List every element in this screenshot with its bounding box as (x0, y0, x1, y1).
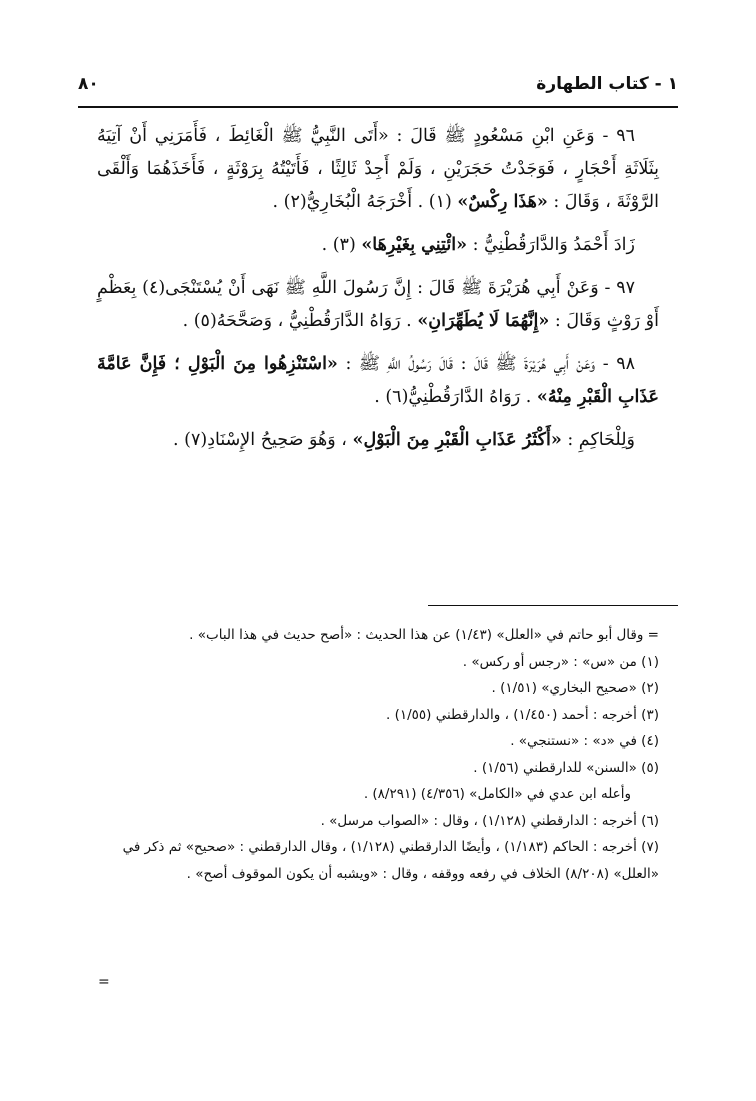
hadith-97-source: . رَوَاهُ الدَّارَقُطْنِيُّ ، وَصَحَّحَهُ(٥) . (182, 311, 412, 331)
hadith-98-quote: «اسْتَنْزِهُوا مِنَ الْبَوْلِ ؛ فَإِنَّ عَامَّةَ عَذَابِ الْقَبْرِ مِنْهُ» (97, 354, 659, 407)
hadith-97-text: ٩٧ - وَعَنْ أَبِي هُرَيْرَةَ ﷺ قَالَ : إِنَّ رَسُولَ اللَّهِ ﷺ نَهَى أَنْ يُسْتَنْجَى(٤) بِعَظْمٍ أَوْ رَوْثٍ وَقَالَ : (97, 278, 659, 331)
hadith-96-quote: «هَذَا رِكْسٌ» (457, 192, 548, 212)
hadith-96-text: ٩٦ - وَعَنِ ابْنِ مَسْعُودٍ ﷺ قَالَ : «أَتَى النَّبِيُّ ﷺ الْغَائِطَ ، فَأَمَرَنِي أَنْ آتِيَهُ بِثَلَاثَةِ أَحْجَارٍ ، فَوَجَدْتُ حَجَرَيْنِ ، وَلَمْ أَجِدْ ثَالِثًا ، فَأَتَيْتُهُ بِرَوْثَةٍ ، فَأَخَذَهُمَا وَأَلْقَى الرَّوْثَةَ ، وَقَالَ : (97, 126, 659, 212)
footnote-continued: = وقال أبو حاتم في «العلل» (١/٤٣) عن هذا الحديث : «أصح حديث في هذا الباب» . (189, 627, 659, 643)
hadith-98-hakim (97, 424, 659, 457)
hadith-97-quote: «إِنَّهُمَا لَا يُطَهِّرَانِ» (417, 311, 550, 331)
hadith-96-addition (97, 229, 659, 262)
footnote-6: (٦) أخرجه : الدارقطني (١/١٢٨) ، وقال : «الصواب مرسل» . (320, 812, 659, 829)
footnote-7: (٧) أخرجه : الحاكم (١/١٨٣) ، وأيضًا الدارقطني (١/١٢٨) ، وقال الدارقطني : «صحيح» ثم ذكر في «العلل» (٨/٢٠٨) الخلاف في رفعه ووقفه ، وقال : «ويشبه أن يكون الموقوف أصح» . (122, 839, 659, 882)
addition-quote: «ائْتِنِي بِغَيْرِهَا» (361, 235, 468, 255)
footnotes (97, 622, 659, 887)
hadith-98 (97, 348, 659, 414)
header-rule (78, 106, 678, 108)
main-text (97, 120, 659, 467)
continuation-mark: = (98, 974, 110, 990)
hakim-source: ، وَهُوَ صَحِيحُ الإِسْنَادِ(٧) . (173, 430, 347, 450)
hakim-text: وَلِلْحَاكِمِ : (567, 430, 635, 450)
addition-source: (٣) . (321, 235, 356, 255)
footnote-5-continued: وأعله ابن عدي في «الكامل» (٤/٣٥٦) (٨/٢٩١) . (363, 786, 631, 802)
hakim-quote: «أَكْثَرُ عَذَابِ الْقَبْرِ مِنَ الْبَوْلِ» (352, 430, 562, 450)
addition-text: زَادَ أَحْمَدُ وَالدَّارَقُطْنِيُّ : (472, 235, 635, 255)
hadith-97 (97, 272, 659, 338)
footnote-2: (٢) «صحيح البخاري» (١/٥١) . (491, 680, 659, 696)
page-header (78, 68, 678, 108)
footnote-1: (١) من «س» : «رجس أو ركس» . (462, 653, 659, 670)
footnote-3: (٣) أخرجه : أحمد (١/٤٥٠) ، والدارقطني (١/٥٥) . (385, 706, 659, 723)
page-number: ٨٠ (78, 74, 99, 94)
footnote-5: (٥) «السنن» للدارقطني (١/٥٦) . (473, 759, 659, 776)
hadith-96-source: (١) . أَخْرَجَهُ الْبُخَارِيُّ(٢) . (272, 192, 452, 212)
footnote-separator (428, 605, 678, 606)
hadith-98-text: ٩٨ - وَعَنْ أَبِي هُرَيْرَةَ ﷺ قَالَ : قَالَ رَسُولُ اللَّهِ ﷺ : (345, 354, 635, 374)
hadith-98-source: . رَوَاهُ الدَّارَقُطْنِيُّ(٦) . (374, 387, 532, 407)
hadith-96 (97, 120, 659, 219)
footnote-4: (٤) في «د» : «نستنجي» . (510, 733, 659, 749)
chapter-title: ١ - كتاب الطهارة (536, 74, 678, 94)
